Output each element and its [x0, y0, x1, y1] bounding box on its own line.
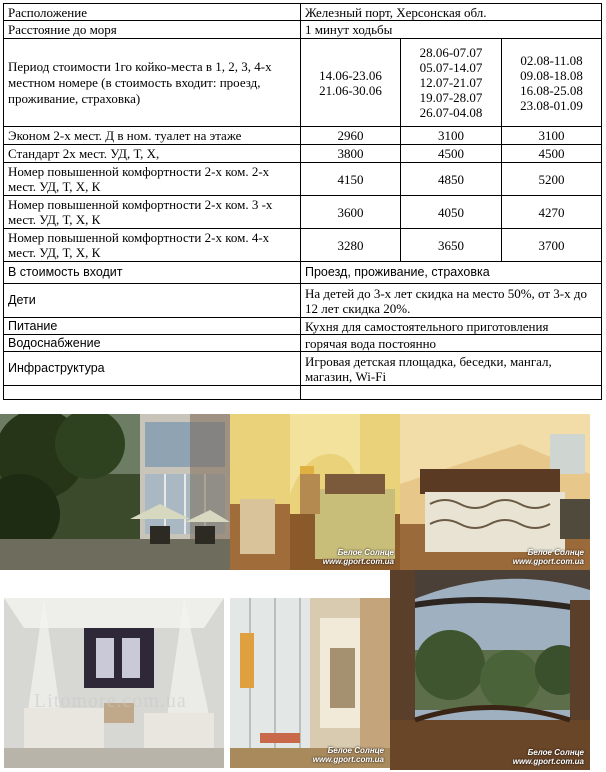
water-label: Водоснабжение [4, 335, 301, 352]
children-value: На детей до 3-х лет скидка на место 50%, от 3-х до 12 лет скидка 20%. [301, 284, 602, 318]
room-price-2: 3100 [401, 127, 502, 145]
watermark-url: www.gport.com.ua [312, 755, 384, 764]
room-row-comfort-4 [4, 229, 602, 262]
infra-value: Игровая детская площадка, беседки, мангал, магазин, Wi-Fi [301, 352, 602, 386]
photo-bedroom-window [4, 598, 224, 768]
water-value: горячая вода постоянно [301, 335, 602, 352]
room-price-3: 5200 [502, 163, 602, 196]
period-col3 [502, 39, 602, 127]
period-col2-date-4: 19.07-28.07 [419, 90, 483, 105]
watermark-name: Белое Солнце [327, 746, 384, 755]
row-location [4, 4, 602, 21]
location-label: Расположение [4, 4, 301, 21]
room-price-2: 3650 [401, 229, 502, 262]
watermark-url: www.gport.com.ua [322, 557, 394, 566]
row-food [4, 318, 602, 335]
period-col2-date-3: 12.07-21.07 [419, 75, 483, 90]
location-value: Железный порт, Херсонская обл. [301, 4, 602, 21]
distance-value: 1 минут ходьбы [301, 21, 602, 39]
room-price-1: 3600 [301, 196, 401, 229]
info-table [3, 3, 602, 400]
room-row-standard [4, 145, 602, 163]
room-price-1: 4150 [301, 163, 401, 196]
row-included [4, 262, 602, 284]
photo-room-bed-chair [230, 414, 400, 570]
room-price-2: 4500 [401, 145, 502, 163]
room-label: Номер повышенной комфортности 2-х ком. 2-х мест. УД, Т, Х, К [4, 163, 301, 196]
room-price-1: 3280 [301, 229, 401, 262]
room-price-1: 3800 [301, 145, 401, 163]
period-label: Период стоимости 1го койко-места в 1, 2, 3, 4-х местном номере (в стоимость входит: проезд, проживание, страховка) [4, 39, 301, 127]
watermark-name: Белое Солнце [527, 548, 584, 557]
room-price-3: 3700 [502, 229, 602, 262]
room-row-comfort-2 [4, 163, 602, 196]
room-label: Номер повышенной комфортности 2-х ком. 3 -х мест. УД, Т, Х, К [4, 196, 301, 229]
empty-cell [301, 386, 602, 400]
row-infrastructure [4, 352, 602, 386]
period-col2-date-5: 26.07-04.08 [419, 105, 483, 120]
watermark-url: www.gport.com.ua [512, 757, 584, 766]
period-col3-date-3: 16.08-25.08 [520, 82, 583, 98]
room-label: Эконом 2-х мест. Д в ном. туалет на этаже [4, 127, 301, 145]
food-label: Питание [4, 318, 301, 335]
period-col3-date-2: 09.08-18.08 [520, 67, 583, 83]
photo-watermark [323, 548, 394, 566]
photo-watermark [513, 548, 584, 566]
photo-bathroom [230, 598, 390, 768]
room-price-3: 3100 [502, 127, 602, 145]
children-label: Дети [4, 284, 301, 318]
watermark-url: www.gport.com.ua [512, 557, 584, 566]
room-label: Стандарт 2х мест. УД, Т, Х, [4, 145, 301, 163]
period-col2-date-2: 05.07-14.07 [419, 60, 483, 75]
period-col2 [401, 39, 502, 127]
distance-label: Расстояние до моря [4, 21, 301, 39]
photo-balcony-view [390, 570, 590, 770]
photo-watermark [513, 748, 584, 766]
empty-cell [4, 386, 301, 400]
included-label: В стоимость входит [4, 262, 301, 284]
room-price-2: 4850 [401, 163, 502, 196]
row-children [4, 284, 602, 318]
included-value: Проезд, проживание, страховка [301, 262, 602, 284]
period-col2-date-1: 28.06-07.07 [419, 45, 483, 60]
room-price-1: 2960 [301, 127, 401, 145]
row-water [4, 335, 602, 352]
period-col1-date-1: 14.06-23.06 [319, 67, 382, 83]
photo-watermark [313, 746, 384, 764]
room-row-comfort-3 [4, 196, 602, 229]
period-col1-date-2: 21.06-30.06 [319, 82, 382, 98]
row-period [4, 39, 602, 127]
room-price-3: 4270 [502, 196, 602, 229]
room-price-3: 4500 [502, 145, 602, 163]
room-price-2: 4050 [401, 196, 502, 229]
watermark-name: Белое Солнце [527, 748, 584, 757]
period-col3-date-4: 23.08-01.09 [520, 97, 583, 113]
period-col1 [301, 39, 401, 127]
photo-attic-bed [400, 414, 590, 570]
row-empty [4, 386, 602, 400]
period-col3-date-1: 02.08-11.08 [520, 52, 583, 68]
food-value: Кухня для самостоятельного приготовления [301, 318, 602, 335]
photo-building-terrace [0, 414, 230, 570]
row-distance [4, 21, 602, 39]
watermark-name: Белое Солнце [337, 548, 394, 557]
room-label: Номер повышенной комфортности 2-х ком. 4-х мест. УД, Т, Х, К [4, 229, 301, 262]
infra-label: Инфраструктура [4, 352, 301, 386]
room-row-economy [4, 127, 602, 145]
photo-watermark-litomore: Litomore.com.ua [34, 690, 187, 712]
